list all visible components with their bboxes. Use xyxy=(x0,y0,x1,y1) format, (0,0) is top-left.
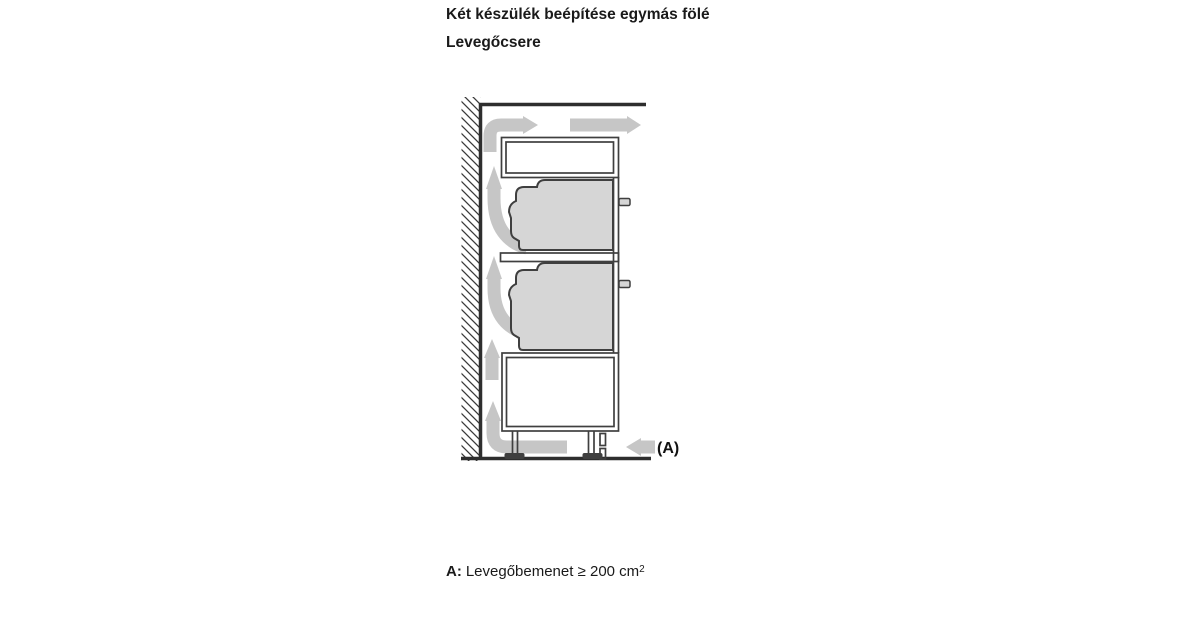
left-foot xyxy=(505,453,525,459)
plinth-marker xyxy=(600,434,606,460)
caption-label: A: xyxy=(446,563,462,580)
lower-oven-body xyxy=(509,263,613,350)
upper-oven-knob xyxy=(619,199,630,206)
installation-diagram xyxy=(440,88,720,472)
base-compartment xyxy=(502,353,619,431)
caption-superscript: 2 xyxy=(639,564,645,575)
air-inlet-label: (A) xyxy=(657,440,680,457)
airflow-arrow-floor-elbow xyxy=(485,401,567,447)
lower-oven-knob xyxy=(619,281,630,288)
caption-air-inlet xyxy=(446,563,645,581)
wall-section xyxy=(462,97,481,461)
wall-hatch xyxy=(462,97,481,461)
upper-oven xyxy=(509,180,630,250)
lower-oven xyxy=(509,263,630,350)
upper-oven-body xyxy=(509,180,613,250)
caption-text: Levegőbemenet ≥ 200 cm xyxy=(465,563,640,580)
airflow-arrow-top-elbow xyxy=(490,116,538,152)
shelf-divider xyxy=(501,253,619,262)
cabinet-right-wall xyxy=(614,177,619,353)
airflow-arrow-top-exit xyxy=(570,116,641,134)
top-vent-compartment xyxy=(502,138,619,178)
airflow-arrow-base-up xyxy=(484,339,500,380)
section-subtitle: Levegőcsere xyxy=(446,34,541,51)
air-inlet-arrow xyxy=(626,438,655,456)
page-title: Két készülék beépítése egymás fölé xyxy=(446,6,710,23)
